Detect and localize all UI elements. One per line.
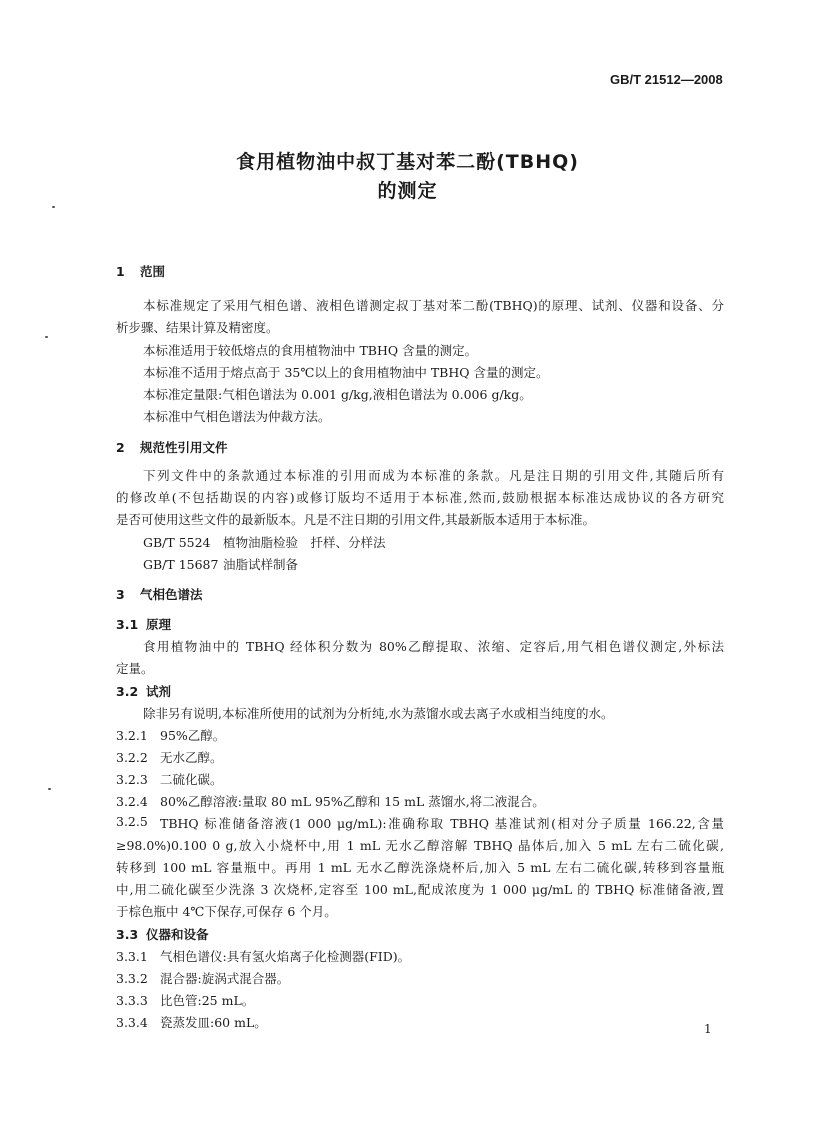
section-2-heading <box>116 438 228 456</box>
section-title: 规范性引用文件 <box>140 440 228 455</box>
paragraph-line: 转移到 100 mL 容量瓶中。再用 1 mL 无水乙醇洗涤烧杯后,加入 5 mL 左右二硫化碳,转移到容量瓶 <box>116 860 724 875</box>
subsection-3-3-heading <box>116 925 209 943</box>
subsection-title: 仪器和设备 <box>146 927 209 942</box>
reagent-item <box>116 726 225 744</box>
item-text: 混合器:旋涡式混合器。 <box>160 971 290 986</box>
item-number: 3.3.1 <box>116 949 148 964</box>
subsection-title: 原理 <box>146 617 172 632</box>
scan-speck <box>45 336 48 338</box>
item-text: 二硫化碳。 <box>160 772 223 787</box>
item-number: 3.2.2 <box>116 750 148 765</box>
section-number: 3 <box>116 587 125 602</box>
item-number: 3.3.4 <box>116 1015 148 1030</box>
paragraph-line: 除非另有说明,本标准所使用的试剂为分析纯,水为蒸馏水或去离子水或相当纯度的水。 <box>143 706 614 721</box>
section-number: 1 <box>116 264 125 279</box>
apparatus-item <box>116 1013 267 1031</box>
scan-speck <box>52 206 55 208</box>
document-title-line2: 的测定 <box>377 180 438 202</box>
reagent-item <box>116 770 223 788</box>
section-1-heading <box>116 262 165 280</box>
item-text: 80%乙醇溶液:量取 80 mL 95%乙醇和 15 mL 蒸馏水,将二液混合。 <box>160 794 545 809</box>
item-text: 瓷蒸发皿:60 mL。 <box>160 1015 267 1030</box>
paragraph-line: 于棕色瓶中 4℃下保存,可保存 6 个月。 <box>116 904 337 919</box>
reagent-item <box>116 748 223 766</box>
item-number: 3.2.3 <box>116 772 148 787</box>
paragraph-line: 本标准中气相色谱法为仲裁方法。 <box>143 409 331 424</box>
page-number: 1 <box>704 1022 712 1036</box>
reagent-item <box>116 792 545 810</box>
section-title: 范围 <box>140 264 166 279</box>
subsection-3-2-heading <box>116 682 171 700</box>
scan-speck <box>48 788 51 790</box>
subsection-number: 3.1 <box>116 617 139 632</box>
section-number: 2 <box>116 440 125 455</box>
reference-title: 植物油脂检验 扦样、分样法 <box>223 535 386 550</box>
subsection-number: 3.2 <box>116 684 139 699</box>
paragraph-line: 是否可使用这些文件的最新版本。凡是不注日期的引用文件,其最新版本适用于本标准。 <box>116 512 595 527</box>
reference-code: GB/T 15687 <box>143 557 219 572</box>
paragraph-line: ≥98.0%)0.100 0 g,放入小烧杯中,用 1 mL 无水乙醇溶解 TBHQ 晶体后,加入 5 mL 左右二硫化碳, <box>116 838 724 853</box>
item-text: 无水乙醇。 <box>160 750 223 765</box>
paragraph-line: 中,用二硫化碳至少洗涤 3 次烧杯,定容至 100 mL,配成浓度为 1 000 μg/mL 的 TBHQ 标准储备液,置 <box>116 882 724 897</box>
item-text: 气相色谱仪:具有氢火焰离子化检测器(FID)。 <box>160 949 411 964</box>
paragraph-line: 本标准适用于较低熔点的食用植物油中 TBHQ 含量的测定。 <box>143 343 478 358</box>
apparatus-item <box>116 991 254 1009</box>
paragraph-line: 本标准定量限:气相色谱法为 0.001 g/kg,液相色谱法为 0.006 g/kg。 <box>143 387 532 402</box>
item-text: 95%乙醇。 <box>160 728 226 743</box>
paragraph-line: 本标准不适用于熔点高于 35℃以上的食用植物油中 TBHQ 含量的测定。 <box>143 365 549 380</box>
standard-code: GB/T 21512—2008 <box>610 72 723 87</box>
item-number: 3.3.2 <box>116 971 148 986</box>
paragraph-line: 本标准规定了采用气相色谱、液相色谱测定叔丁基对苯二酚(TBHQ)的原理、试剂、仪器和设备、分 <box>143 298 724 313</box>
reference-title: 油脂试样制备 <box>223 557 299 572</box>
item-number: 3.2.1 <box>116 728 148 743</box>
subsection-3-1-heading <box>116 615 171 633</box>
subsection-number: 3.3 <box>116 927 139 942</box>
reference-code: GB/T 5524 <box>143 535 211 550</box>
item-number: 3.2.5 <box>116 814 148 829</box>
subsection-title: 试剂 <box>146 684 172 699</box>
normative-reference <box>143 533 386 551</box>
section-title: 气相色谱法 <box>140 587 203 602</box>
reagent-item <box>116 814 724 832</box>
paragraph-line: 定量。 <box>116 661 154 676</box>
paragraph-line: 食用植物油中的 TBHQ 经体积分数为 80%乙醇提取、浓缩、定容后,用气相色谱仪测定,外标法 <box>143 639 724 654</box>
item-number: 3.3.3 <box>116 993 148 1008</box>
paragraph-line: 析步骤、结果计算及精密度。 <box>116 320 279 335</box>
item-number: 3.2.4 <box>116 794 148 809</box>
paragraph-line: 下列文件中的条款通过本标准的引用而成为本标准的条款。凡是注日期的引用文件,其随后所有 <box>143 468 724 483</box>
document-title-line1: 食用植物油中叔丁基对苯二酚(TBHQ) <box>236 151 579 173</box>
item-text: 比色管:25 mL。 <box>160 993 255 1008</box>
normative-reference <box>143 555 298 573</box>
section-3-heading <box>116 585 203 603</box>
apparatus-item <box>116 947 410 965</box>
paragraph-line: 的修改单(不包括勘误的内容)或修订版均不适用于本标准,然而,鼓励根据本标准达成协议的各方研究 <box>116 490 724 505</box>
apparatus-item <box>116 969 289 987</box>
item-text: TBHQ 标准储备溶液(1 000 μg/mL):准确称取 TBHQ 基准试剂(相对分子质量 166.22,含量 <box>160 816 724 831</box>
